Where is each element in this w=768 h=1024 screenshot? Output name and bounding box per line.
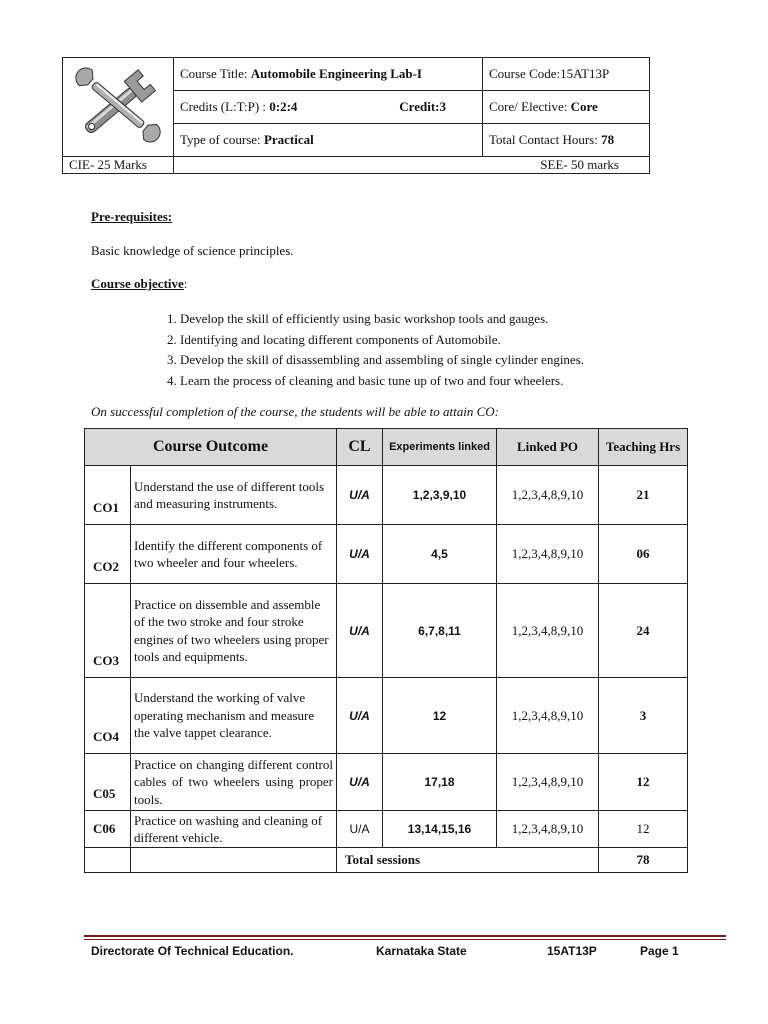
total-empty-cell [85,848,131,873]
co-description: Practice on washing and cleaning of different vehicle. [131,811,337,848]
table-row [85,811,688,848]
credits-ltp: 0:2:4 [269,99,298,114]
co-cl: U/A [337,811,383,848]
header-cl: CL [337,429,383,466]
co-cl: U/A [337,584,383,678]
objective-item: 1. Develop the skill of efficiently using basic workshop tools and gauges. [180,309,584,330]
wrench-spanner-icon [70,61,166,149]
total-label: Total sessions [337,848,599,873]
co-hours: 12 [599,811,688,848]
co-cl: U/A [337,525,383,584]
credits-cell [174,91,483,124]
co-hours: 24 [599,584,688,678]
course-code-label: Course Code: [489,66,561,81]
co-id: CO3 [85,584,131,678]
cie-cell: CIE- 25 Marks [63,157,174,174]
co-experiments: 6,7,8,11 [383,584,497,678]
prereq-text: Basic knowledge of science principles. [91,243,294,258]
footer-rule-thin [84,939,726,940]
co-linked-po: 1,2,3,4,8,9,10 [497,678,599,754]
course-code: 15AT13P [560,66,610,81]
co-description: Understand the use of different tools and measuring instruments. [131,466,337,525]
course-title-label: Course Title: [180,66,251,81]
objective-list [158,309,584,391]
logo-cell [63,58,174,157]
co-id: C05 [85,754,131,811]
table-header-row [85,429,688,466]
co-description: Practice on changing different control cables of two wheelers using proper tools. [131,754,337,811]
co-hours: 06 [599,525,688,584]
table-row [85,466,688,525]
table-row [85,754,688,811]
co-cl: U/A [337,466,383,525]
co-cl: U/A [337,678,383,754]
table-row [85,525,688,584]
course-title: Automobile Engineering Lab-I [250,66,422,81]
course-title-cell [174,58,483,91]
header-course-outcome: Course Outcome [85,429,337,466]
header-linked-po: Linked PO [497,429,599,466]
footer-code: 15AT13P [547,944,597,958]
total-row [85,848,688,873]
co-linked-po: 1,2,3,4,8,9,10 [497,811,599,848]
footer-page: Page 1 [640,944,679,958]
co-experiments: 13,14,15,16 [383,811,497,848]
co-hours: 21 [599,466,688,525]
co-hours: 12 [599,754,688,811]
course-header-table [62,57,650,174]
course-outcome-table [84,428,688,873]
co-linked-po: 1,2,3,4,8,9,10 [497,584,599,678]
co-experiments: 12 [383,678,497,754]
credit-label: Credit: [399,99,440,114]
table-row [85,678,688,754]
co-linked-po: 1,2,3,4,8,9,10 [497,754,599,811]
total-empty-cell [131,848,337,873]
co-experiments: 4,5 [383,525,497,584]
co-linked-po: 1,2,3,4,8,9,10 [497,525,599,584]
objective-heading-line [91,276,187,292]
type-cell [174,124,483,157]
co-id: CO2 [85,525,131,584]
co-id: CO4 [85,678,131,754]
core-cell [483,91,650,124]
credits-label: Credits (L:T:P) : [180,99,270,114]
co-description: Identify the different components of two wheeler and four wheelers. [131,525,337,584]
see-cell: SEE- 50 marks [174,157,650,174]
co-cl: U/A [337,754,383,811]
header-experiments: Experiments linked [383,429,497,466]
footer-rule [84,935,726,937]
co-id: C06 [85,811,131,848]
type-value: Practical [263,132,314,147]
objective-heading: Course objective [91,276,184,291]
header-teaching-hrs: Teaching Hrs [599,429,688,466]
co-experiments: 17,18 [383,754,497,811]
intro-text: On successful completion of the course, the students will be able to attain CO: [91,404,500,419]
type-label: Type of course: [180,132,264,147]
footer-directorate: Directorate Of Technical Education. [91,944,294,958]
hours-cell [483,124,650,157]
co-experiments: 1,2,3,9,10 [383,466,497,525]
footer-state: Karnataka State [376,944,467,958]
hours-label: Total Contact Hours: [489,132,602,147]
objective-item: 3. Develop the skill of disassembling and assembling of single cylinder engines. [180,350,584,371]
objective-item: 4. Learn the process of cleaning and basic tune up of two and four wheelers. [180,371,584,392]
hours-value: 78 [601,132,615,147]
core-label: Core/ Elective: [489,99,571,114]
core-value: Core [570,99,598,114]
objective-colon: : [183,276,188,291]
objective-item: 2. Identifying and locating different components of Automobile. [180,330,584,351]
prereq-heading: Pre-requisites: [91,209,173,224]
co-linked-po: 1,2,3,4,8,9,10 [497,466,599,525]
co-description: Practice on dissemble and assemble of the two stroke and four stroke engines of two wheelers using proper tools and equipments. [131,584,337,678]
course-code-cell [483,58,650,91]
table-row [85,584,688,678]
total-value: 78 [599,848,688,873]
co-hours: 3 [599,678,688,754]
credit-value: 3 [439,99,446,114]
co-description: Understand the working of valve operating mechanism and measure the valve tappet clearance. [131,678,337,754]
co-id: CO1 [85,466,131,525]
